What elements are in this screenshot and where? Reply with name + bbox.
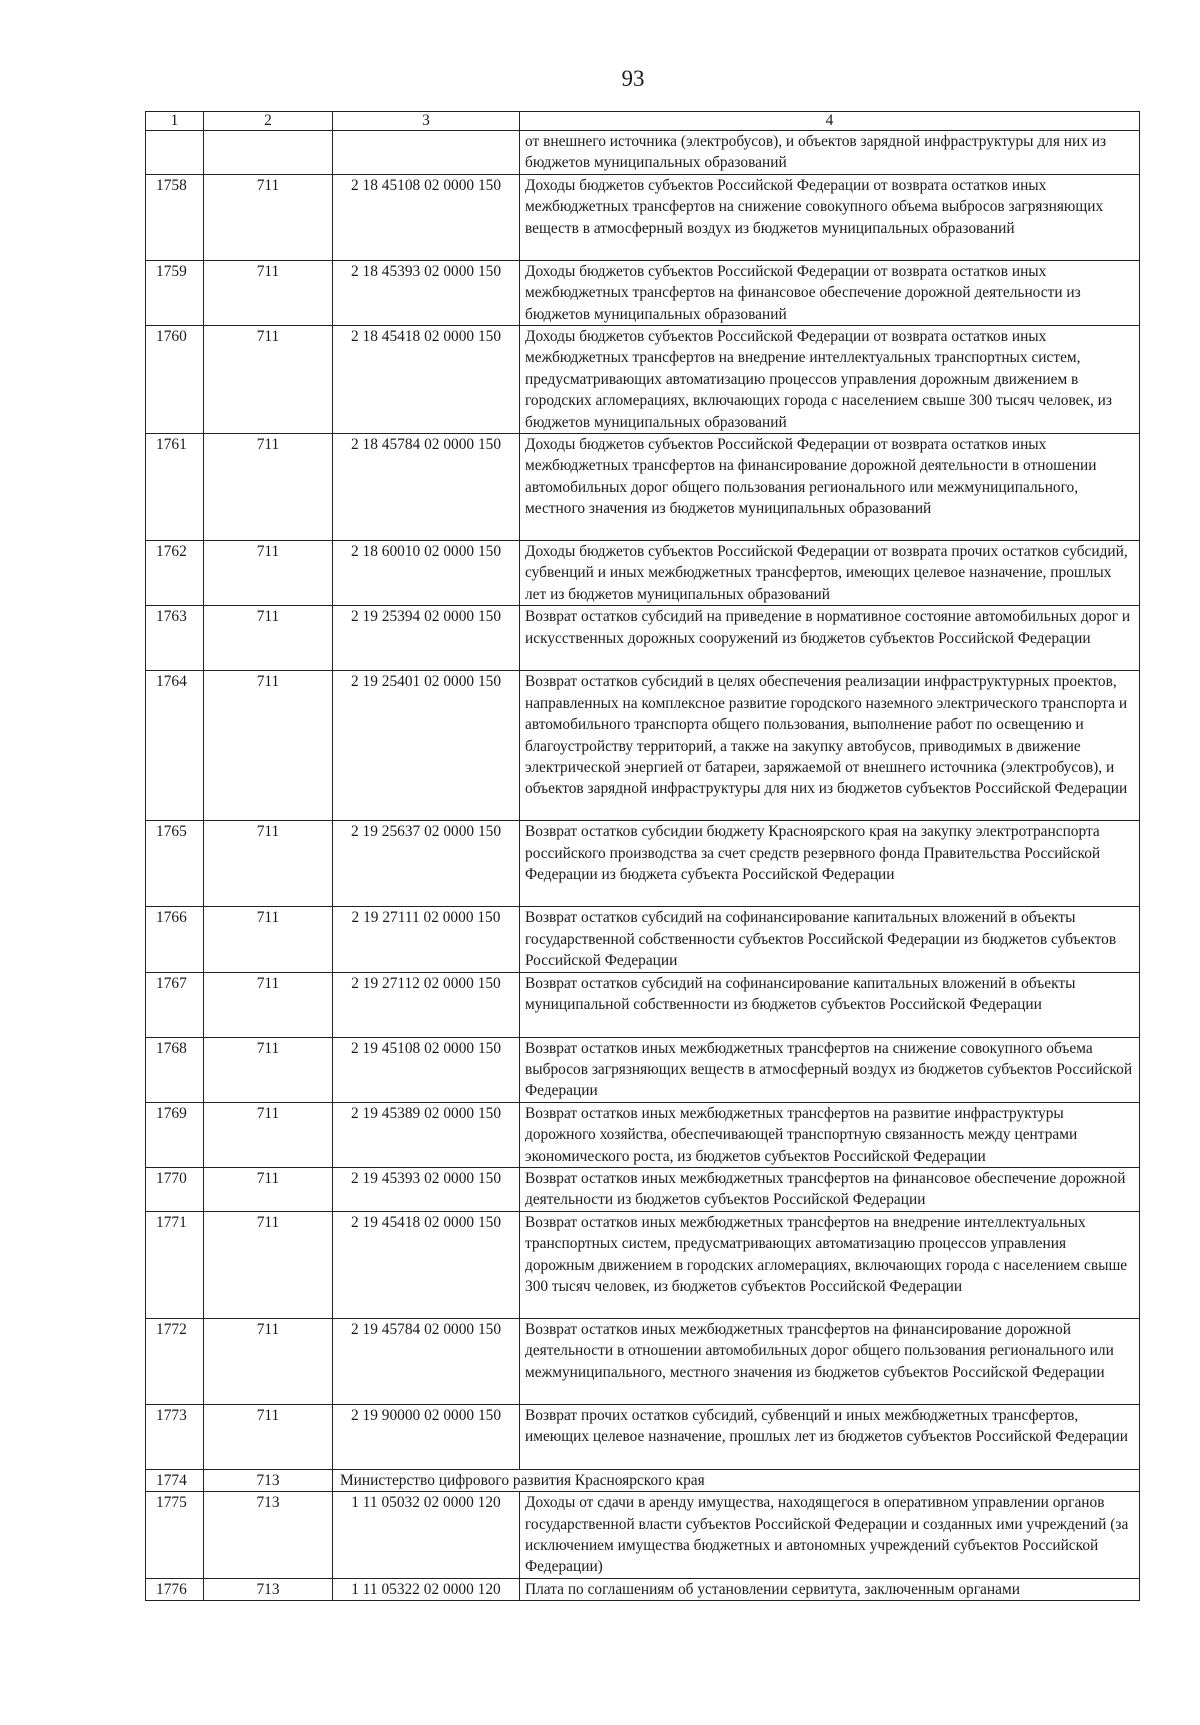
table-row (146, 541, 1140, 606)
row-number-cell: 1768 (146, 1037, 204, 1102)
admin-code-cell: 711 (204, 972, 333, 1037)
admin-code-cell: 711 (204, 326, 333, 434)
budget-code-cell: 2 19 25401 02 0000 150 (333, 671, 520, 821)
table-row (146, 1102, 1140, 1167)
table-row (146, 174, 1140, 260)
table-row (146, 1492, 1140, 1579)
budget-code-cell: 2 19 45418 02 0000 150 (333, 1211, 520, 1318)
admin-code-cell: 711 (204, 606, 333, 671)
budget-code-cell: 2 18 45393 02 0000 150 (333, 260, 520, 325)
row-number-cell: 1774 (146, 1469, 204, 1491)
table-header-row (146, 112, 1140, 131)
column-header-2: 2 (204, 112, 333, 131)
table-row (146, 972, 1140, 1037)
column-header-4: 4 (520, 112, 1140, 131)
admin-code-cell: 711 (204, 1404, 333, 1469)
budget-code-cell: 1 11 05032 02 0000 120 (333, 1492, 520, 1579)
row-number-cell: 1761 (146, 434, 204, 541)
admin-code-cell: 713 (204, 1492, 333, 1579)
row-number-cell: 1765 (146, 821, 204, 907)
budget-code-cell: 1 11 05322 02 0000 120 (333, 1578, 520, 1600)
row-number-cell: 1764 (146, 671, 204, 821)
table-row (146, 1037, 1140, 1102)
description-cell: Доходы от сдачи в аренду имущества, находящегося в оперативном управлении органов государственной власти субъектов Российской Федерации и созданных ими учреждений (за исключением имущества бюджетных и автономных учреждений субъектов Российской Федерации) (520, 1492, 1140, 1579)
admin-code-cell: 711 (204, 1211, 333, 1318)
row-number-cell: 1767 (146, 972, 204, 1037)
column-header-1: 1 (146, 112, 204, 131)
description-cell: Возврат остатков иных межбюджетных трансфертов на финансовое обеспечение дорожной деятельности из бюджетов субъектов Российской Федерации (520, 1167, 1140, 1211)
table-row (146, 434, 1140, 541)
table-row (146, 1318, 1140, 1404)
description-cell: Возврат остатков субсидии бюджету Красноярского края на закупку электротранспорта российского производства за счет средств резервного фонда Правительства Российской Федерации из бюджета субъекта Российской Федерации (520, 821, 1140, 907)
row-number-cell: 1772 (146, 1318, 204, 1404)
row-number-cell: 1771 (146, 1211, 204, 1318)
budget-code-cell: 2 19 27111 02 0000 150 (333, 907, 520, 972)
admin-code-cell: 711 (204, 541, 333, 606)
row-number-cell: 1759 (146, 260, 204, 325)
budget-code-cell: 2 19 45389 02 0000 150 (333, 1102, 520, 1167)
admin-code-cell: 711 (204, 1037, 333, 1102)
row-number-cell: 1760 (146, 326, 204, 434)
description-cell: Доходы бюджетов субъектов Российской Федерации от возврата остатков иных межбюджетных трансфертов на финансирование дорожной деятельности в отношении автомобильных дорог общего пользования регионального или межмуниципального, местного значения из бюджетов муниципальных образований (520, 434, 1140, 541)
row-number-cell: 1758 (146, 174, 204, 260)
description-cell: Возврат остатков субсидий на софинансирование капитальных вложений в объекты муниципальной собственности из бюджетов субъектов Российской Федерации (520, 972, 1140, 1037)
admin-code-cell: 711 (204, 1102, 333, 1167)
row-number-cell: 1766 (146, 907, 204, 972)
table-row (146, 1211, 1140, 1318)
ministry-name-cell: Министерство цифрового развития Красноярского края (333, 1469, 1140, 1491)
row-number-cell: 1769 (146, 1102, 204, 1167)
budget-code-cell: 2 18 45418 02 0000 150 (333, 326, 520, 434)
description-cell: Возврат остатков иных межбюджетных трансфертов на развитие инфраструктуры дорожного хозяйства, обеспечивающей транспортную связанность между центрами экономического роста, из бюджетов субъектов Российской Федерации (520, 1102, 1140, 1167)
table-row (146, 821, 1140, 907)
budget-code-cell: 2 19 25394 02 0000 150 (333, 606, 520, 671)
admin-code-cell: 711 (204, 821, 333, 907)
row-number-cell: 1763 (146, 606, 204, 671)
budget-code-cell: 2 18 45108 02 0000 150 (333, 174, 520, 260)
table-row (146, 131, 1140, 175)
row-number-cell: 1776 (146, 1578, 204, 1600)
admin-code-cell: 711 (204, 260, 333, 325)
admin-code-cell: 711 (204, 174, 333, 260)
description-cell: Доходы бюджетов субъектов Российской Федерации от возврата остатков иных межбюджетных трансфертов на финансовое обеспечение дорожной деятельности из бюджетов муниципальных образований (520, 260, 1140, 325)
description-cell: Доходы бюджетов субъектов Российской Федерации от возврата остатков иных межбюджетных трансфертов на внедрение интеллектуальных транспортных систем, предусматривающих автоматизацию процессов управления дорожным движением в городских агломерациях, включающих города с населением свыше 300 тысяч человек, из бюджетов муниципальных образований (520, 326, 1140, 434)
description-cell: Возврат остатков иных межбюджетных трансфертов на внедрение интеллектуальных транспортных систем, предусматривающих автоматизацию процессов управления дорожным движением в городских агломерациях, включающих города с населением свыше 300 тысяч человек, из бюджетов субъектов Российской Федерации (520, 1211, 1140, 1318)
budget-code-cell: 2 19 90000 02 0000 150 (333, 1404, 520, 1469)
classification-table (145, 111, 1140, 1601)
description-cell: Доходы бюджетов субъектов Российской Федерации от возврата остатков иных межбюджетных трансфертов на снижение совокупного объема выбросов загрязняющих веществ в атмосферный воздух из бюджетов муниципальных образований (520, 174, 1140, 260)
budget-code-cell: 2 19 45393 02 0000 150 (333, 1167, 520, 1211)
column-header-3: 3 (333, 112, 520, 131)
table-row (146, 326, 1140, 434)
description-cell: Возврат остатков субсидий в целях обеспечения реализации инфраструктурных проектов, направленных на комплексное развитие городского наземного электрического транспорта и автомобильного транспорта общего пользования, выполнение работ по освещению и благоустройству территорий, а также на закупку автобусов, приводимых в движение электрической энергией от батареи, заряжаемой от внешнего источника (электробусов), и объектов зарядной инфраструктуры для них из бюджетов субъектов Российской Федерации (520, 671, 1140, 821)
description-cell: Возврат остатков иных межбюджетных трансфертов на финансирование дорожной деятельности в отношении автомобильных дорог общего пользования регионального или межмуниципального, местного значения из бюджетов субъектов Российской Федерации (520, 1318, 1140, 1404)
table-row (146, 1167, 1140, 1211)
admin-code-cell: 711 (204, 907, 333, 972)
budget-code-cell: 2 19 45108 02 0000 150 (333, 1037, 520, 1102)
budget-code-cell (333, 131, 520, 175)
budget-code-cell: 2 19 25637 02 0000 150 (333, 821, 520, 907)
table-row (146, 1469, 1140, 1491)
description-cell: Возврат остатков субсидий на приведение в нормативное состояние автомобильных дорог и искусственных дорожных сооружений из бюджетов субъектов Российской Федерации (520, 606, 1140, 671)
row-number-cell: 1775 (146, 1492, 204, 1579)
table-row (146, 907, 1140, 972)
admin-code-cell: 711 (204, 671, 333, 821)
description-cell: Возврат остатков субсидий на софинансирование капитальных вложений в объекты государственной собственности субъектов Российской Федерации из бюджетов субъектов Российской Федерации (520, 907, 1140, 972)
description-cell: Возврат прочих остатков субсидий, субвенций и иных межбюджетных трансфертов, имеющих целевое назначение, прошлых лет из бюджетов субъектов Российской Федерации (520, 1404, 1140, 1469)
budget-code-cell: 2 18 60010 02 0000 150 (333, 541, 520, 606)
budget-code-cell: 2 19 27112 02 0000 150 (333, 972, 520, 1037)
row-number-cell: 1773 (146, 1404, 204, 1469)
table-row (146, 1404, 1140, 1469)
description-cell: Возврат остатков иных межбюджетных трансфертов на снижение совокупного объема выбросов загрязняющих веществ в атмосферный воздух из бюджетов субъектов Российской Федерации (520, 1037, 1140, 1102)
description-cell: Доходы бюджетов субъектов Российской Федерации от возврата прочих остатков субсидий, субвенций и иных межбюджетных трансфертов, имеющих целевое назначение, прошлых лет из бюджетов муниципальных образований (520, 541, 1140, 606)
admin-code-cell: 711 (204, 1318, 333, 1404)
admin-code-cell (204, 131, 333, 175)
admin-code-cell: 711 (204, 434, 333, 541)
description-cell: Плата по соглашениям об установлении сервитута, заключенным органами (520, 1578, 1140, 1600)
table-row (146, 606, 1140, 671)
table-row (146, 260, 1140, 325)
budget-code-cell: 2 18 45784 02 0000 150 (333, 434, 520, 541)
table-row (146, 1578, 1140, 1600)
row-number-cell (146, 131, 204, 175)
admin-code-cell: 713 (204, 1469, 333, 1491)
row-number-cell: 1770 (146, 1167, 204, 1211)
admin-code-cell: 713 (204, 1578, 333, 1600)
page-number: 93 (621, 66, 645, 91)
description-cell: от внешнего источника (электробусов), и объектов зарядной инфраструктуры для них из бюджетов муниципальных образований (520, 131, 1140, 175)
row-number-cell: 1762 (146, 541, 204, 606)
admin-code-cell: 711 (204, 1167, 333, 1211)
table-row (146, 671, 1140, 821)
budget-code-cell: 2 19 45784 02 0000 150 (333, 1318, 520, 1404)
